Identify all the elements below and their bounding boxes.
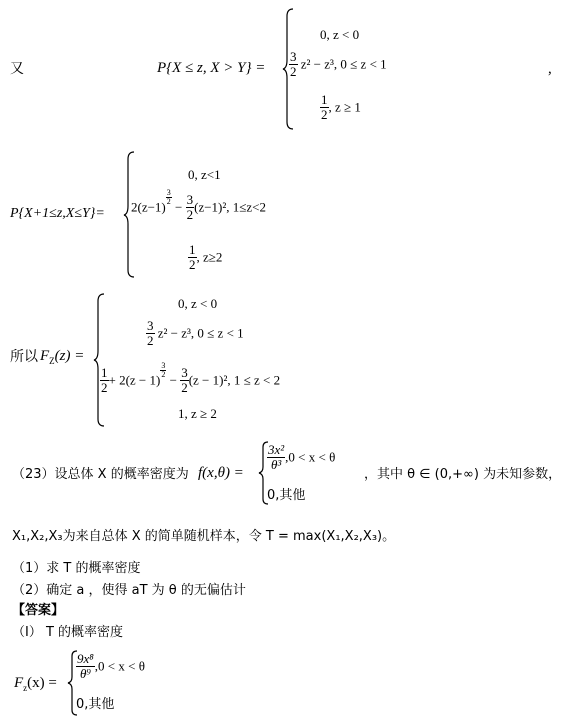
frac-num: 3 — [290, 49, 297, 64]
block3-case3-rest: (z − 1)², 1 ≤ z < 2 — [188, 372, 281, 388]
block3-lhs-tail: (z) = — [54, 348, 85, 364]
frac-num: 1 — [101, 365, 108, 380]
frac-den: θ³ — [270, 456, 282, 472]
question-1: （1）求 T 的概率密度 — [12, 561, 141, 576]
frac-den: θ⁹ — [79, 665, 91, 681]
block2-case1: 0, z<1 — [188, 167, 221, 182]
fz-case1 — [76, 652, 145, 680]
fz-sub: z — [23, 683, 28, 693]
exp-num: 3 — [166, 188, 171, 197]
frac-num: 9x⁸ — [77, 651, 94, 666]
exp-den: 2 — [166, 197, 171, 207]
block2-case3 — [188, 243, 222, 271]
block2-case3-text: , z≥2 — [196, 249, 223, 265]
block2-case2-pre: 2(z−1) — [131, 199, 166, 215]
problem23-after: ，其中 θ ∈ (0,+∞) 为未知参数， — [364, 467, 562, 482]
block2-case2: 2(z−1) $\frac{3}{2}$ − $\frac{3}{2}$ (z−1)², 1≤z<2 — [131, 188, 267, 222]
block1-trailing-comma: , — [548, 61, 552, 77]
fz-case2: 0,其他 — [76, 697, 115, 712]
frac-den: 2 — [321, 106, 328, 122]
fz-f: F — [14, 675, 24, 691]
answer-label: 【答案】 — [12, 603, 65, 618]
block1-case2 — [289, 50, 387, 78]
answer-1: （I） T 的概率密度 — [12, 625, 124, 640]
block2-case2-mid: (z−1)², 1≤z<2 — [194, 199, 267, 215]
block3-lhs-sub: Z — [49, 356, 55, 366]
problem23-case1 — [267, 443, 335, 471]
fz-tail: (x) = — [27, 675, 57, 691]
fz-case1-text: ,0 < x < θ — [94, 658, 145, 674]
exp-num: 3 — [161, 361, 166, 370]
block3-case1: 0, z < 0 — [178, 296, 218, 311]
question-2: （2）确定 a ，使得 aT 为 θ 的无偏估计 — [12, 583, 246, 598]
block1-case2-text: z² − z³, 0 ≤ z < 1 — [300, 56, 387, 72]
block1-case3-text: , z ≥ 1 — [328, 99, 361, 115]
block2-lhs: P{X+1≤z,X≤Y}= — [10, 206, 105, 221]
block3-case3: $\frac{1}{2}$ + 2(z − 1) $\frac{3}{2}$ − $\frac{3}{2}$ (z − 1)², 1 ≤ z < 2 — [101, 361, 281, 395]
block3-case3-mid: + 2(z − 1) — [108, 372, 161, 388]
fz-lhs — [14, 676, 57, 693]
frac-den: 2 — [290, 63, 297, 79]
lead-text-suoyi: 所以 — [10, 349, 38, 365]
frac-num: 1 — [321, 92, 328, 107]
block3-case4: 1, z ≥ 2 — [178, 406, 217, 421]
frac-den: 2 — [101, 379, 108, 395]
problem23-fx: f(x,θ) = — [198, 465, 244, 481]
frac-num: 3 — [181, 365, 188, 380]
block1-case3 — [320, 93, 361, 121]
problem23-intro: （23）设总体 X 的概率密度为 — [12, 467, 189, 482]
exp-den: 2 — [161, 370, 166, 380]
frac-den: 2 — [181, 379, 188, 395]
block1-lhs: P{X ≤ z, X > Y} = — [157, 60, 266, 76]
frac-den: 2 — [147, 332, 154, 348]
frac-num: 3 — [147, 318, 154, 333]
block3-lhs — [40, 349, 84, 366]
frac-den: 2 — [186, 206, 194, 222]
problem23-line2: X₁,X₂,X₃为来自总体 X 的简单随机样本，令 T = max(X₁,X₂,X₃)。 — [12, 529, 396, 544]
problem23-case2: 0,其他 — [267, 488, 306, 503]
problem23-case1-text: ,0 < x < θ — [285, 449, 336, 465]
lead-text-you: 又 — [10, 61, 24, 77]
frac-num: 3 — [186, 192, 194, 207]
block3-case2-text: z² − z³, 0 ≤ z < 1 — [157, 325, 244, 341]
frac-num: 3x² — [268, 442, 285, 457]
block3-lhs-f: F — [40, 348, 50, 364]
frac-num: 1 — [189, 242, 196, 257]
frac-den: 2 — [189, 256, 196, 272]
block3-brace — [94, 293, 108, 427]
block1-case1: 0, z < 0 — [320, 27, 360, 42]
block3-case2 — [146, 319, 244, 347]
